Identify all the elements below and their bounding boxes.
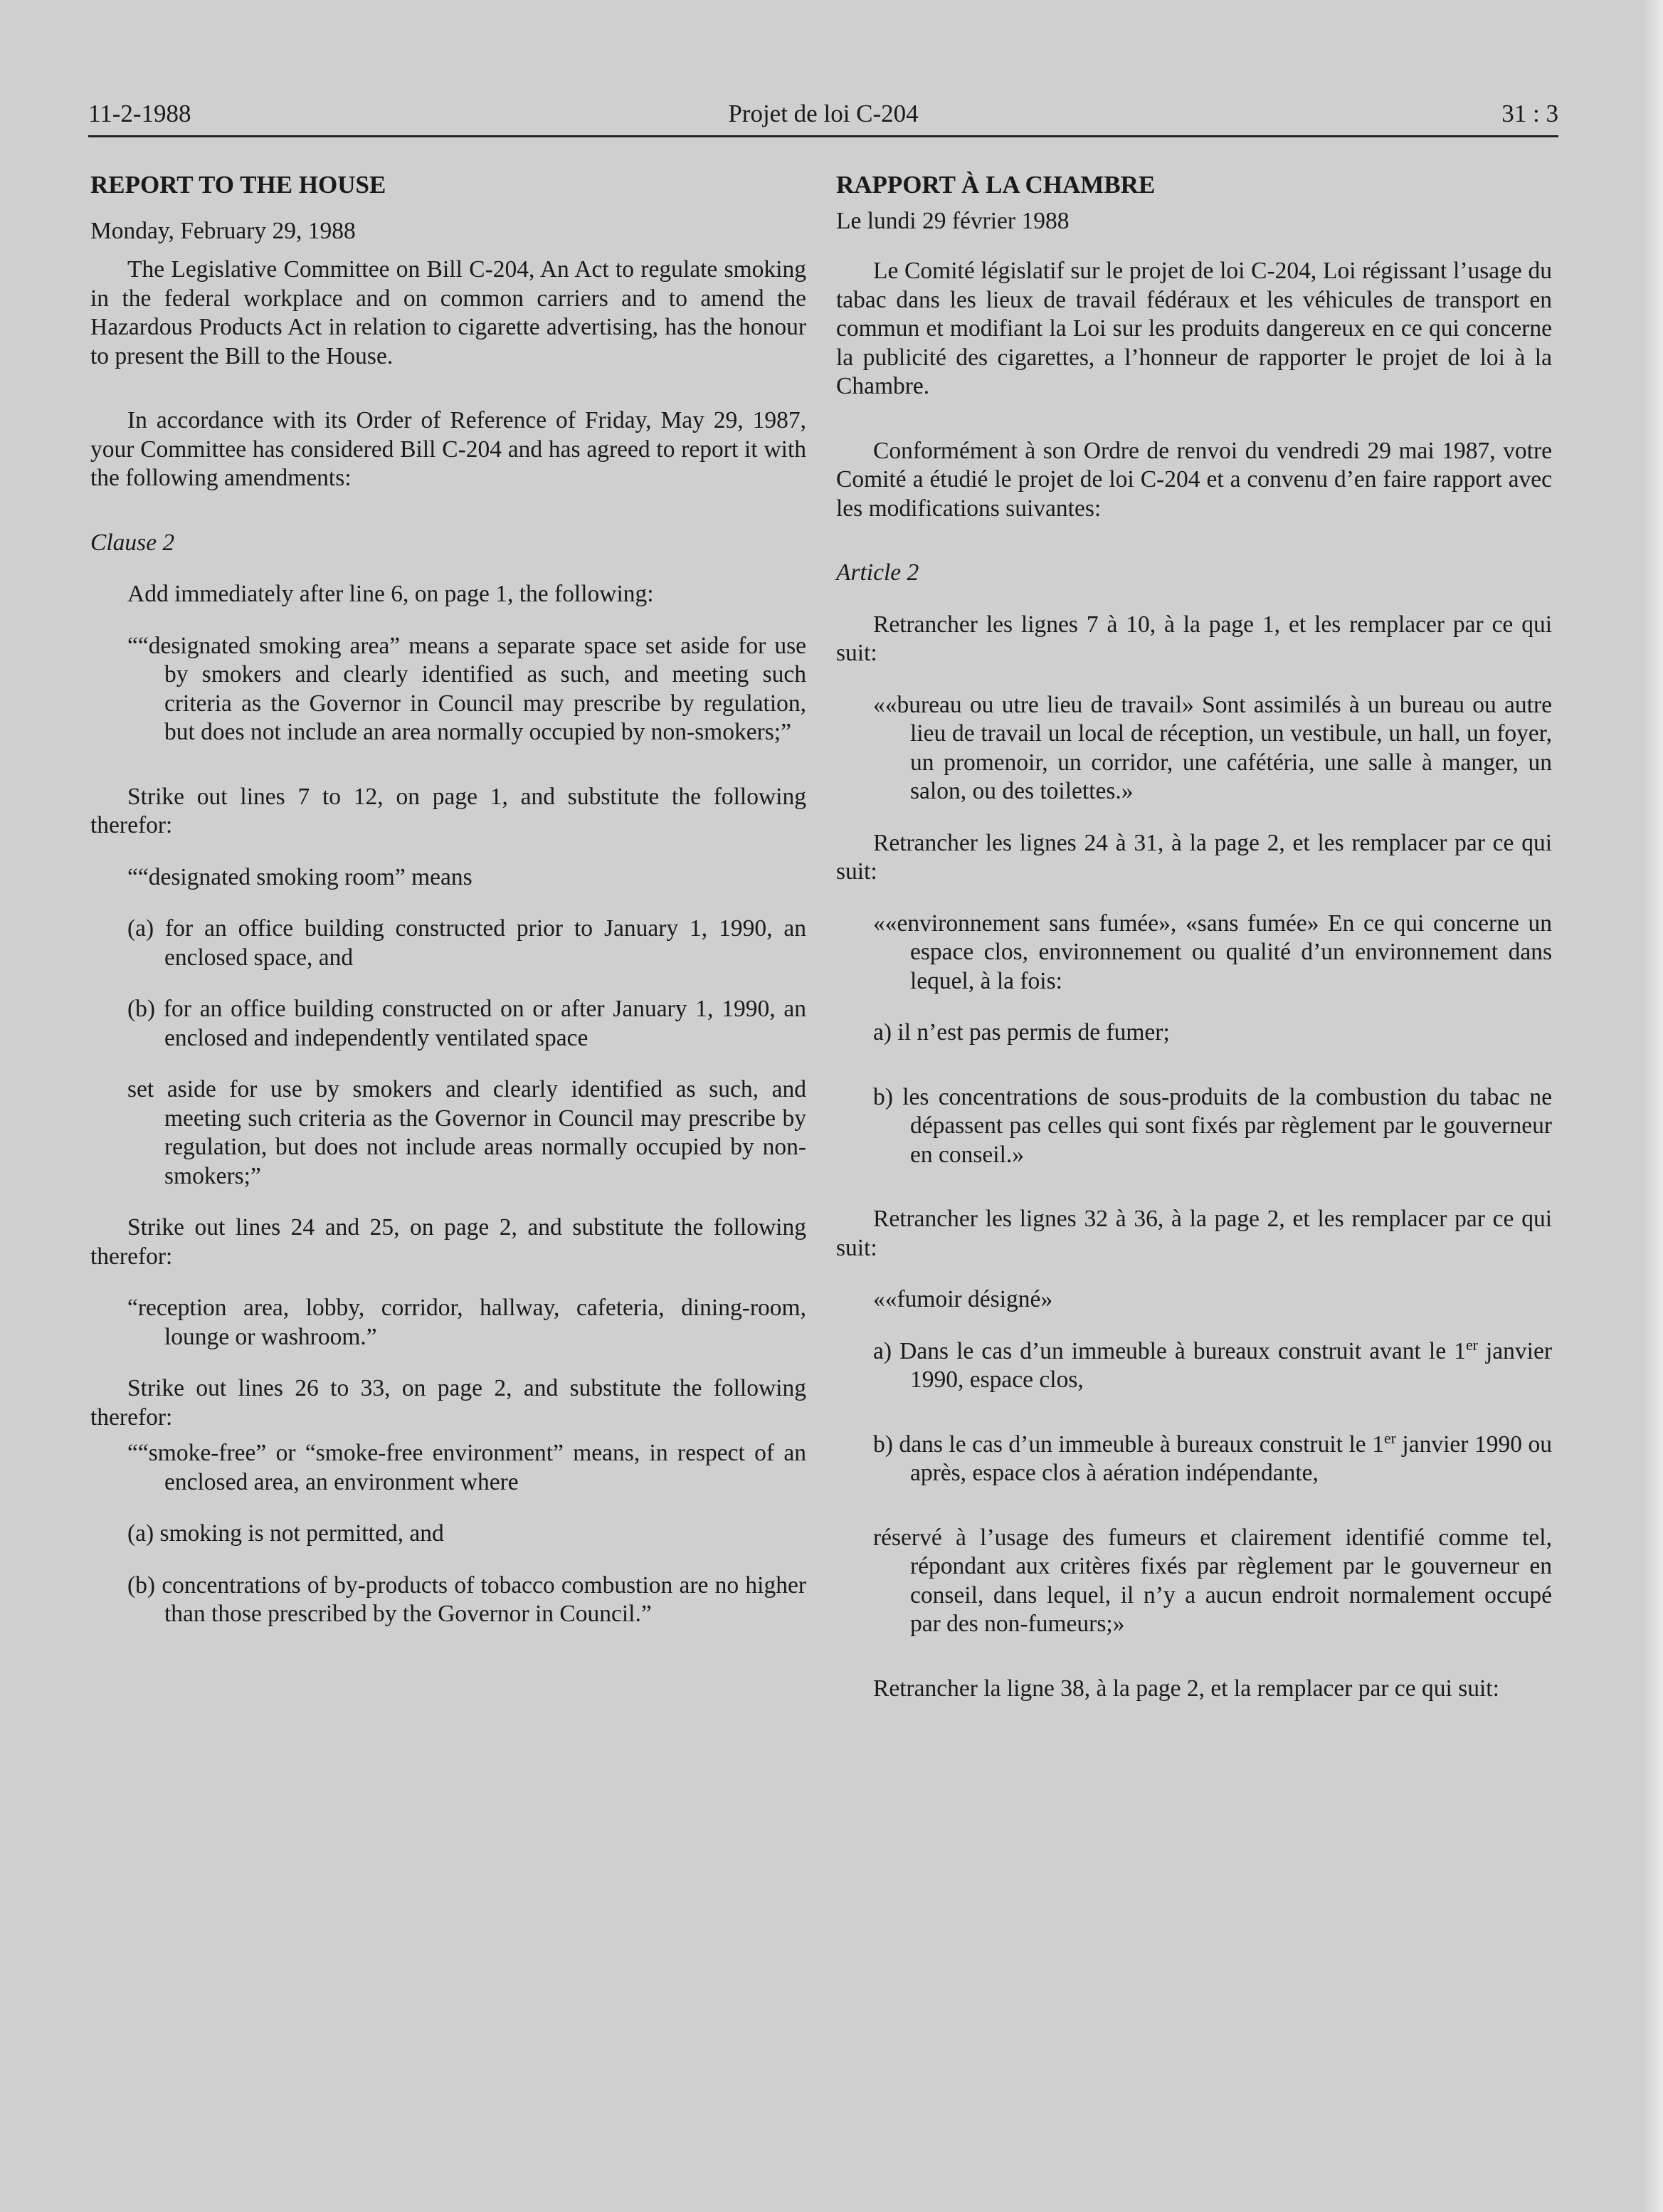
english-amendment-1-definition: ““designated smoking area” means a separate space set aside for use by smokers and clearly identified as such, and meeting such criteria as the Governor in Council may prescribe by regulation, but does not include an area normally occupied by non-smokers;” [127, 632, 806, 745]
english-amendment-2-tail: set aside for use by smokers and clearly identified as such, and meeting such criteria as the Governor in Council may prescribe by regulation, but does not include areas normally occupied by non-smokers;” [127, 1076, 806, 1189]
french-amendment-3-item-b [836, 1431, 1552, 1488]
french-column [836, 171, 1552, 1703]
english-column [90, 171, 806, 1629]
header-rule [88, 135, 1558, 137]
english-amendment-4-item-b: (b) concentrations of by-products of tobacco combustion are no higher than those prescribed by the Governor in Council.” [127, 1571, 806, 1627]
french-amendment-3-item-b-rest: janvier 1990 ou après, espace clos à aération indépendante, [910, 1431, 1552, 1486]
french-amendment-3-definition: ««fumoir désigné» [873, 1286, 1053, 1312]
english-amendment-3: Strike out lines 24 and 25, on page 2, and substitute the following therefor: [90, 1214, 806, 1270]
english-date: Monday, February 29, 1988 [90, 217, 356, 244]
english-amendment-3-definition: “reception area, lobby, corridor, hallway, cafeteria, dining-room, lounge or washroom.” [127, 1295, 806, 1350]
french-amendment-3-tail: réservé à l’usage des fumeurs et clairement identifié comme tel, répondant aux critères fixés par règlement par le gouverneur en conseil, dans lequel, il n’y a aucun endroit normalement occupé par des non-fumeurs;» [873, 1524, 1552, 1637]
french-amendment-2: Retrancher les lignes 24 à 31, à la page 2, et les remplacer par ce qui suit: [836, 829, 1552, 885]
english-amendment-2-definition: ““designated smoking room” means [127, 863, 472, 890]
french-amendment-3: Retrancher les lignes 32 à 36, à la page 2, et les remplacer par ce qui suit: [836, 1206, 1552, 1261]
french-intro-paragraph: Le Comité législatif sur le projet de loi C-204, Loi régissant l’usage du tabac dans les lieux de travail fédéraux et les véhicules de transport en commun et modifiant la Loi sur les produits dangereux en ce qui concerne la publicité des cigarettes, a l’honneur de rapporter le projet de loi à la Chambre. [836, 258, 1552, 399]
french-article-label: Article 2 [836, 559, 919, 586]
english-amendment-4-item-a: (a) smoking is not permitted, and [127, 1520, 444, 1547]
page-edge-shadow [1643, 0, 1663, 2212]
header-date: 11-2-1988 [88, 100, 191, 127]
french-amendment-3-item-a-ordinal: er [1465, 1336, 1478, 1354]
french-amendment-3-item-a-rest: janvier 1990, espace clos, [910, 1337, 1552, 1393]
english-amendment-4: Strike out lines 26 to 33, on page 2, and substitute the following therefor: [90, 1375, 806, 1431]
page-header [88, 100, 1558, 137]
french-amendment-4: Retrancher la ligne 38, à la page 2, et la remplacer par ce qui suit: [873, 1675, 1499, 1702]
english-amendment-2: Strike out lines 7 to 12, on page 1, and substitute the following therefor: [90, 783, 806, 838]
french-amendment-3-item-a-text: a) Dans le cas d’un immeuble à bureaux construit avant le 1 [873, 1337, 1466, 1364]
french-amendment-3-item-b-ordinal: er [1383, 1429, 1396, 1447]
english-heading: REPORT TO THE HOUSE [90, 171, 386, 199]
english-amendment-4-definition: ““smoke-free” or “smoke-free environment” means, in respect of an enclosed area, an environment where [127, 1440, 806, 1495]
french-date: Le lundi 29 février 1988 [836, 207, 1070, 234]
header-page-number: 31 : 3 [1501, 100, 1558, 127]
english-amendment-2-item-b: (b) for an office building constructed on or after January 1, 1990, an enclosed and independently ventilated space [127, 996, 806, 1051]
french-amendment-1: Retrancher les lignes 7 à 10, à la page 1, et les remplacer par ce qui suit: [836, 611, 1552, 666]
french-amendment-1-definition: ««bureau ou utre lieu de travail» Sont assimilés à un bureau ou autre lieu de travail un local de réception, un vestibule, un hall, un foyer, un promenoir, un corridor, une cafétéria, une salle à manger, un salon, ou des toilettes.» [873, 691, 1552, 804]
french-heading: RAPPORT À LA CHAMBRE [836, 171, 1156, 199]
french-amendment-2-definition: ««environnement sans fumée», «sans fumée» En ce qui concerne un espace clos, environnement ou qualité d’un environnement dans lequel, à la fois: [873, 910, 1552, 994]
english-clause-label: Clause 2 [90, 529, 175, 556]
english-amendment-2-item-a: (a) for an office building constructed prior to January 1, 1990, an enclosed space, and [127, 915, 806, 971]
french-reference-paragraph: Conformément à son Ordre de renvoi du vendredi 29 mai 1987, votre Comité a étudié le projet de loi C-204 et a convenu d’en faire rapport avec les modifications suivantes: [836, 437, 1552, 522]
header-title: Projet de loi C-204 [728, 100, 919, 127]
french-amendment-2-item-b: b) les concentrations de sous-produits de la combustion du tabac ne dépassent pas celles qui sont fixés par règlement par le gouverneur en conseil.» [873, 1083, 1552, 1168]
french-amendment-2-item-a: a) il n’est pas permis de fumer; [873, 1019, 1170, 1046]
english-amendment-1: Add immediately after line 6, on page 1, the following: [127, 581, 654, 607]
french-amendment-3-item-a [836, 1337, 1552, 1395]
english-intro-paragraph: The Legislative Committee on Bill C-204, An Act to regulate smoking in the federal workplace and on common carriers and to amend the Hazardous Products Act in relation to cigarette advertising, has the honour to present the Bill to the House. [90, 256, 806, 369]
english-reference-paragraph: In accordance with its Order of Reference of Friday, May 29, 1987, your Committee has considered Bill C-204 and has agreed to report it with the following amendments: [90, 407, 806, 491]
french-amendment-3-item-b-text: b) dans le cas d’un immeuble à bureaux construit le 1 [873, 1431, 1384, 1458]
